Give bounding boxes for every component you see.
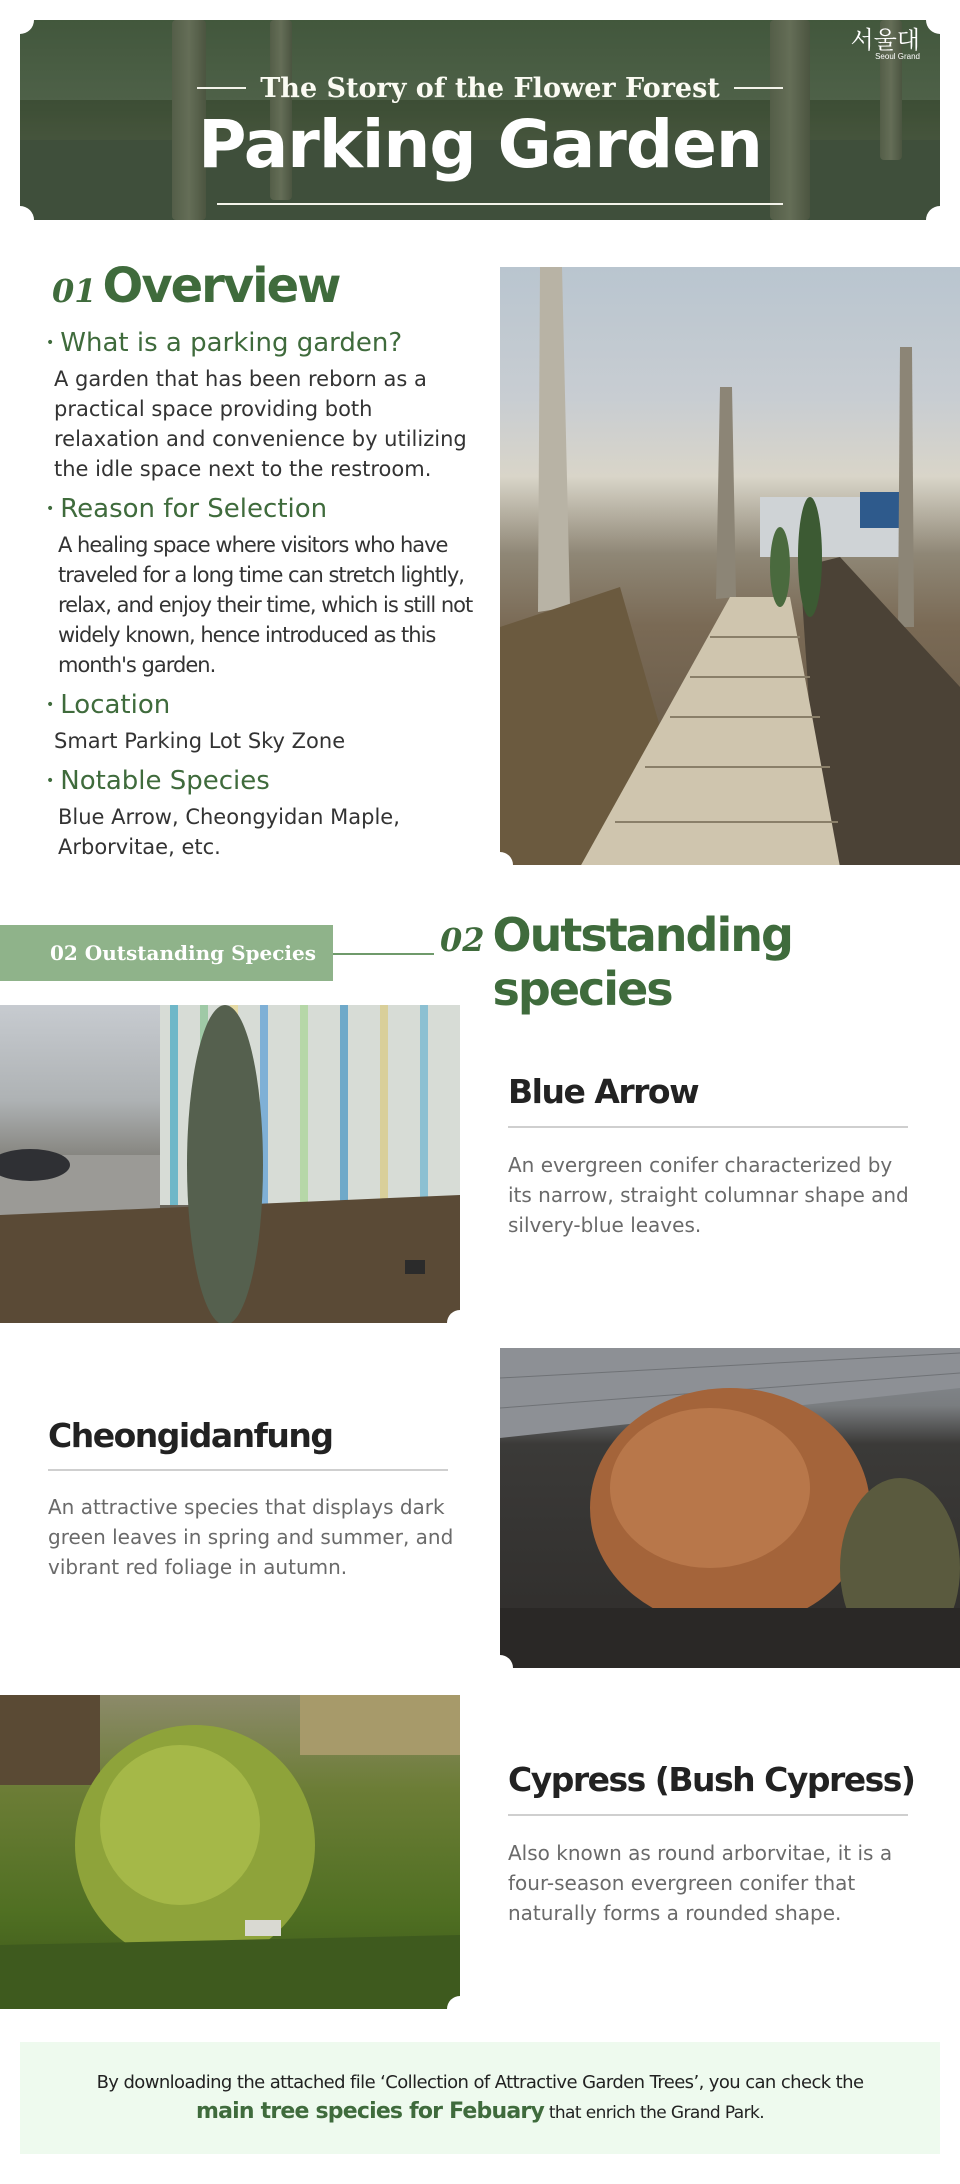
cheongidanfung-photo bbox=[500, 1348, 960, 1668]
bullet-dot: • bbox=[46, 697, 55, 713]
logo bbox=[850, 28, 920, 61]
page-title: Parking Garden bbox=[198, 106, 762, 183]
cypress-photo bbox=[0, 1695, 460, 2009]
overview-item-heading bbox=[46, 690, 476, 720]
overview-number: 01 bbox=[52, 272, 97, 310]
overview-item-body: Blue Arrow, Cheongyidan Maple, Arborvitae, etc. bbox=[58, 805, 400, 859]
download-note-line2-text: that enrich the Grand Park. bbox=[548, 2103, 765, 2123]
subtitle-line-left bbox=[197, 87, 246, 89]
species-description: An attractive species that displays dark green leaves in spring and summer, and vibrant red foliage in autumn. bbox=[48, 1495, 454, 1579]
bullet-dot: • bbox=[46, 335, 55, 351]
overview-item-body: A garden that has been reborn as a practical space providing both relaxation and convenience by utilizing the idle space next to the restroom. bbox=[54, 367, 467, 481]
overview-item-location bbox=[46, 690, 476, 756]
species-name-cheongidanfung: Cheongidanfung bbox=[48, 1416, 333, 1455]
overview-item-species bbox=[46, 766, 476, 862]
overview-item-body: A healing space where visitors who have traveled for a long time can stretch lightly, relax, and enjoy their time, which is still not widely known, hence introduced as this month's garden. bbox=[58, 533, 473, 677]
overview-item-heading bbox=[46, 766, 476, 796]
species-description: Also known as round arborvitae, it is a four-season evergreen conifer that naturally forms a rounded shape. bbox=[508, 1841, 893, 1925]
blue-arrow-photo bbox=[0, 1005, 460, 1323]
species-rule bbox=[48, 1469, 448, 1471]
title-underline bbox=[217, 203, 783, 205]
species-rule bbox=[508, 1126, 908, 1128]
bullet-dot: • bbox=[46, 501, 55, 517]
logo-subtext: Seoul Grand bbox=[875, 52, 920, 61]
download-note-line1: By downloading the attached file ‘Collection of Attractive Garden Trees’, you can check the bbox=[96, 2072, 864, 2093]
overview-item-heading-text: What is a parking garden? bbox=[60, 328, 403, 358]
download-note-highlight: main tree species for Febuary bbox=[195, 2099, 544, 2124]
overview-item-what-is bbox=[46, 328, 476, 484]
download-note-line2 bbox=[20, 2099, 940, 2124]
outstanding-number: 02 bbox=[440, 921, 485, 959]
subtitle-line-right bbox=[734, 87, 783, 89]
overview-item-heading-text: Notable Species bbox=[60, 766, 270, 796]
download-note bbox=[20, 2042, 940, 2154]
banner-subtitle-row bbox=[197, 68, 783, 108]
banner-subtitle: The Story of the Flower Forest bbox=[260, 72, 720, 104]
overview-heading bbox=[52, 258, 340, 314]
species-description: An evergreen conifer characterized by its narrow, straight columnar shape and silvery-blue leaves. bbox=[508, 1153, 909, 1237]
garden-path-illustration bbox=[500, 267, 960, 865]
blue-arrow-illustration bbox=[0, 1005, 460, 1323]
overview-item-reason bbox=[46, 494, 476, 680]
species-rule bbox=[508, 1814, 908, 1816]
overview-item-heading bbox=[46, 328, 476, 358]
outstanding-heading bbox=[434, 908, 960, 1016]
species-name-blue-arrow: Blue Arrow bbox=[508, 1072, 699, 1111]
bullet-dot: • bbox=[46, 773, 55, 789]
logo-text: 서울대 bbox=[850, 26, 920, 54]
maple-shrub-illustration bbox=[500, 1348, 960, 1668]
section-tab: 02 Outstanding Species bbox=[0, 925, 333, 981]
round-cypress-illustration bbox=[0, 1695, 460, 2009]
overview-garden-photo bbox=[500, 267, 960, 865]
overview-item-heading bbox=[46, 494, 476, 524]
species-name-cypress: Cypress (Bush Cypress) bbox=[508, 1760, 915, 1799]
overview-item-body: Smart Parking Lot Sky Zone bbox=[54, 729, 346, 753]
header-banner bbox=[20, 20, 940, 220]
outstanding-title: Outstanding species bbox=[492, 908, 792, 1016]
overview-title: Overview bbox=[102, 258, 340, 314]
overview-item-heading-text: Reason for Selection bbox=[60, 494, 328, 524]
overview-item-heading-text: Location bbox=[60, 690, 171, 720]
